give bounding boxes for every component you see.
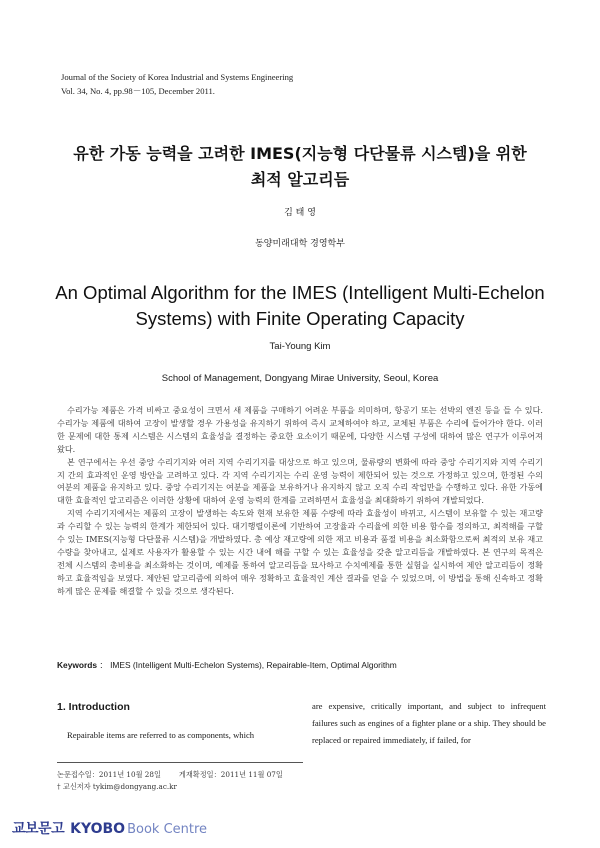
intro-right-text: are expensive, critically important, and subject to infrequent failures such as engines of a fighter plane or a ship. They should be replaced or repaired immediately, if failed, for — [312, 701, 546, 745]
footnote-corresponding-author: † 교신저자 tykim@dongyang.ac.kr — [57, 782, 177, 791]
korean-title-line2: 최적 알고리듬 — [250, 170, 350, 189]
kyobo-brand: KYOBO — [70, 821, 126, 837]
footnote-divider — [57, 762, 303, 763]
intro-left-text: Repairable items are referred to as components, which — [67, 730, 255, 740]
right-column — [312, 698, 546, 749]
kyobo-subtitle: Book Centre — [127, 822, 208, 837]
keywords-text: IMES (Intelligent Multi-Echelon Systems), Repairable-Item, Optimal Algorithm — [110, 660, 397, 670]
keywords-separator: ： — [99, 660, 108, 670]
korean-title — [40, 141, 560, 193]
kyobo-korean-name: 교보문고 — [12, 821, 65, 837]
keywords-label: Keywords — [57, 660, 98, 670]
korean-author: 김 태 영 — [284, 208, 316, 218]
english-title-line2: Systems) with Finite Operating Capacity — [135, 308, 465, 329]
accepted-date: 게재확정일：2011년 11월 07일 — [178, 770, 283, 779]
journal-volume: Vol. 34, No. 4, pp.98－105, December 2011. — [61, 86, 215, 96]
abstract-paragraph-2: 본 연구에서는 우선 중앙 수리기지와 여러 지역 수리기지를 대상으로 하고 있으며, 물류량의 변화에 따라 중앙 수리기지와 지역 수리기지 간의 효과적인 운영 방안을 고려하고 있다. 각 지역 수리기지는 수리 운영 능력이 제한되어 있는 것으로 가정하고 있으며, 한정된 수의 여분의 제품을 유지하고 있다. 중앙 수리기지는 여분을 제품을 보유하거나 유지하지 않고 오직 수리 작업만을 수행하고 있다. 유한 가동에 대한 효율적인 알고리즘은 이러한 상황에 대하여 운영 능력의 한계를 고려하면서 효율성을 최대화하기 위하여 개발되었다. — [57, 456, 543, 506]
korean-affiliation: 동양미래대학 경영학부 — [255, 239, 345, 249]
section-heading-introduction: 1. Introduction — [57, 701, 130, 713]
korean-title-line1: 유한 가동 능력을 고려한 IMES(지능형 다단물류 시스템)을 위한 — [73, 144, 527, 163]
english-title — [30, 280, 570, 332]
left-column — [57, 698, 293, 744]
received-date: 논문접수일：2011년 10월 28일 — [57, 770, 161, 779]
kyobo-watermark — [12, 818, 207, 838]
footnote-dates — [57, 770, 307, 780]
english-author: Tai-Young Kim — [269, 341, 331, 352]
english-affiliation: School of Management, Dongyang Mirae University, Seoul, Korea — [161, 373, 439, 384]
journal-citation — [61, 70, 293, 98]
keywords — [57, 659, 557, 671]
english-title-line1: An Optimal Algorithm for the IMES (Intelligent Multi-Echelon — [55, 282, 545, 303]
abstract-paragraph-1: 수리가능 제품은 가격 비싸고 중요성이 크면서 새 제품을 구매하기 어려운 부품을 의미하며, 항공기 또는 선박의 엔진 등을 들 수 있다. 수리가능 제품에 대하여 고장이 발생할 경우 가용성을 유지하기 위하여 즉시 교체하여야 하고, 교체된 부품은 수리에 들어가야 한다. 이러한 문제에 대한 통제 시스템은 시스템의 효율성을 결정하는 중요한 요소이기 때문에, 다양한 시스템 구성에 대하여 많은 연구가 이루어져 왔다. — [57, 405, 543, 454]
journal-name: Journal of the Society of Korea Industrial and Systems Engineering — [61, 72, 294, 82]
abstract-paragraph-3: 지역 수리기지에서는 제품의 고장이 발생하는 속도와 현재 보유한 제품 수량에 따라 효율성이 바뀌고, 시스템이 보유할 수 있는 재고량과 수리할 수 있는 능력의 한계가 제한되어 있다. 대기행렬이론에 기반하여 고장율과 수리율에 의한 비용 함수를 정의하고, 최적해를 구할 수 있는 IMES(지능형 다단물류 시스템)을 개발하였다. 총 예상 재고량에 의한 재고 비용과 품절 비용을 최소화함으로써 최적의 보유 재고수량을 찾아내고, 실제로 사용자가 활용할 수 있는 시간 내에 해를 구할 수 있는 효율성을 갖춘 알고리듬을 개발하였다. 본 연구의 목적은 전체 시스템의 총비용을 최소화하는 것이며, 예제를 통하여 알고리듬을 묘사하고 수치예제를 통한 실험을 실시하여 제안 알고리듬이 정확하고 효율적임을 보였다. 제안된 알고리즘에 의하여 매우 정확하고 효율적인 계산 결과를 얻을 수 있었으며, 이 방법을 통해 신속하고 정확하게 많은 문제를 해결할 수 있을 것으로 생각된다. — [57, 508, 543, 596]
abstract — [57, 404, 543, 598]
